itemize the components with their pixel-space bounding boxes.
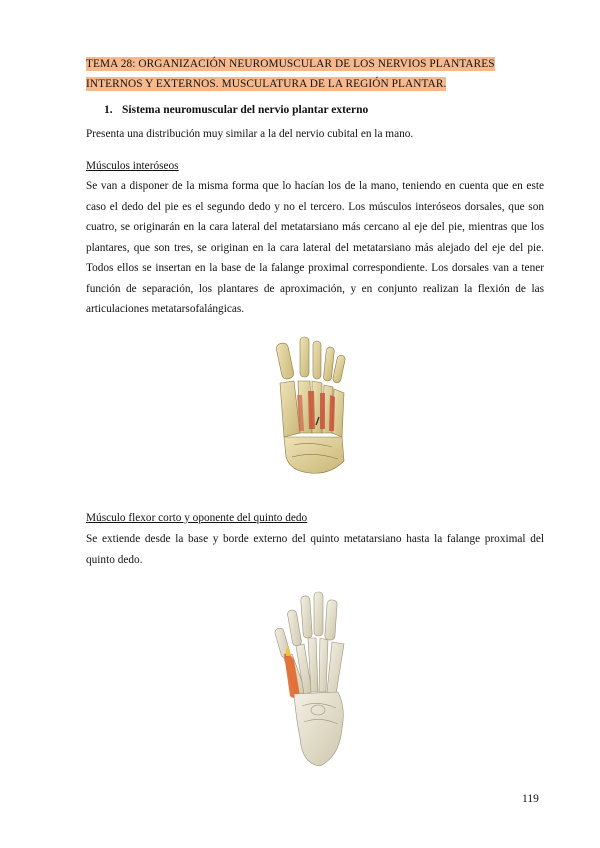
foot-interosseous-illustration: [270, 333, 360, 475]
chapter-title: [86, 54, 544, 94]
section-heading-text: Sistema neuromuscular del nervio plantar externo: [122, 104, 369, 116]
section-intro: Presenta una distribución muy similar a la del nervio cubital en la mano.: [86, 128, 414, 140]
paragraph-flexor: Se extiende desde la base y borde externo del quinto metatarsiano hasta la falange proximal del quinto dedo.: [86, 533, 544, 566]
chapter-title-text: TEMA 28: ORGANIZACIÓN NEUROMUSCULAR DE LOS NERVIOS PLANTARES INTERNOS Y EXTERNOS. MUSCULATURA DE LA REGIÓN PLANTAR.: [86, 58, 495, 90]
page-number: 119: [522, 793, 539, 805]
subheading-interoseos: Músculos interóseos: [86, 160, 179, 172]
section-heading: [104, 104, 368, 116]
foot-flexor-illustration: [270, 588, 370, 772]
paragraph-interoseos: Se van a disponer de la misma forma que lo hacían los de la mano, teniendo en cuenta que en este caso el dedo del pie es el segundo dedo y no el tercero. Los músculos interóseos dorsales, que son cuatro, se originarán en la cara lateral del metatarsiano más cercano al eje del pie, mientras que los plantares, que son tres, se originan en la cara lateral del metatarsiano más alejado del eje del pie. Todos ellos se insertan en la base de la falange proximal correspondiente. Los dorsales van a tener función de separación, los plantares de aproximación, y en conjunto realizan la flexión de las articulaciones metatarsofalángicas.: [86, 180, 544, 315]
subheading-flexor: Músculo flexor corto y oponente del quinto dedo: [86, 512, 308, 524]
section-number: 1.: [104, 104, 113, 116]
